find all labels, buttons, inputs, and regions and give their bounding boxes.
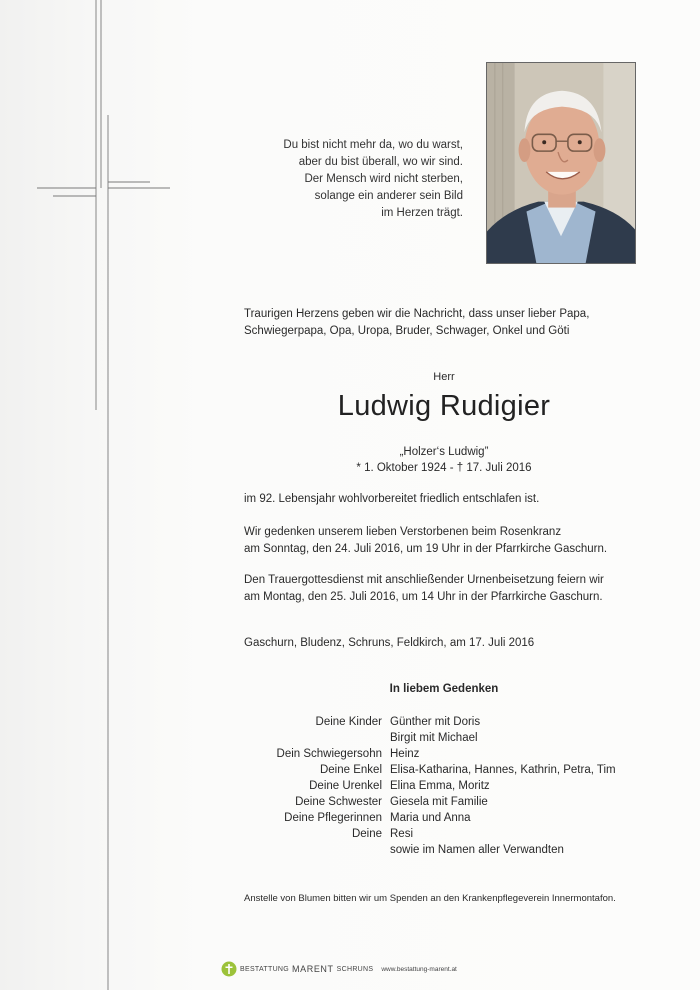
mourner-names: Resi [390,828,414,840]
portrait-photo [486,62,636,264]
mourner-relation: Deine [351,828,382,840]
mourner-names: Elisa-Katharina, Hannes, Kathrin, Petra, Tim [390,764,616,776]
age-paragraph [244,491,674,508]
life-dates: * 1. Oktober 1924 - † 17. Juli 2016 [356,462,532,474]
mourner-relation: Deine Kinder [315,716,382,728]
cross-leaf-logo-icon [221,961,237,977]
cross-icon [0,0,180,990]
deceased-name: Ludwig Rudigier [337,390,551,422]
mourner-row [244,714,674,730]
memory-heading: In liebem Gedenken [389,683,499,695]
mourner-relation: Dein Schwiegersohn [276,748,382,760]
footer-prefix: BESTATTUNG [240,965,290,973]
announcement-intro [244,306,664,340]
mourner-names: Birgit mit Michael [390,732,478,744]
mourner-row [244,842,674,858]
quote-line: solange ein anderer sein Bild [314,190,463,202]
mourner-relation: Deine Enkel [319,764,382,776]
quote-line: im Herzen trägt. [381,207,463,219]
place-date [244,635,674,652]
age-line: im 92. Lebensjahr wohlvorbereitet friedlich entschlafen ist. [244,493,540,505]
mourner-names: Günther mit Doris [390,716,481,728]
mourner-names: sowie im Namen aller Verwandten [390,844,564,856]
donation-note: Anstelle von Blumen bitten wir um Spenden an den Krankenpflegeverein Innermontafon. [244,893,616,904]
rosary-line: am Sonntag, den 24. Juli 2016, um 19 Uhr in der Pfarrkirche Gaschurn. [244,543,608,555]
mourner-row [244,746,674,762]
salutation: Herr [433,371,455,383]
service-line: Den Trauergottesdienst mit anschließender Urnenbeisetzung feiern wir [244,574,604,586]
service-paragraph [244,572,674,606]
rosary-paragraph [244,524,674,558]
rosary-line: Wir gedenken unserem lieben Verstorbenen beim Rosenkranz [244,526,562,538]
mourner-row [244,730,674,746]
memorial-quote [220,137,463,222]
mourner-relation [244,842,390,858]
mourner-names: Giesela mit Familie [390,796,488,808]
service-line: am Montag, den 25. Juli 2016, um 14 Uhr in der Pfarrkirche Gaschurn. [244,591,603,603]
mourner-relation: Deine Schwester [295,796,382,808]
intro-line: Schwiegerpapa, Opa, Uropa, Bruder, Schwager, Onkel und Göti [244,325,570,337]
footer-brand: MARENT [292,964,334,974]
mourner-relation: Deine Pflegerinnen [284,812,382,824]
mourner-names: Elina Emma, Moritz [390,780,490,792]
intro-line: Traurigen Herzens geben wir die Nachricht, dass unser lieber Papa, [244,308,590,320]
quote-line: aber du bist überall, wo wir sind. [298,156,463,168]
footer [221,959,457,979]
footer-website[interactable]: www.bestattung-marent.at [381,965,457,973]
mourners-list [244,714,674,858]
mourner-row [244,810,674,826]
mourner-row [244,826,674,842]
mourner-names: Heinz [390,748,420,760]
quote-line: Du bist nicht mehr da, wo du warst, [283,139,463,151]
mourner-row [244,762,674,778]
place-date-line: Gaschurn, Bludenz, Schruns, Feldkirch, am 17. Juli 2016 [244,637,535,649]
quote-line: Der Mensch wird nicht sterben, [304,173,463,185]
mourner-relation: Deine Urenkel [309,780,382,792]
mourner-relation [244,730,390,746]
mourner-row [244,778,674,794]
footer-town: SCHRUNS [336,965,374,973]
mourner-row [244,794,674,810]
deceased-nickname: „Holzer‘s Ludwig” [399,446,489,458]
mourner-names: Maria und Anna [390,812,471,824]
